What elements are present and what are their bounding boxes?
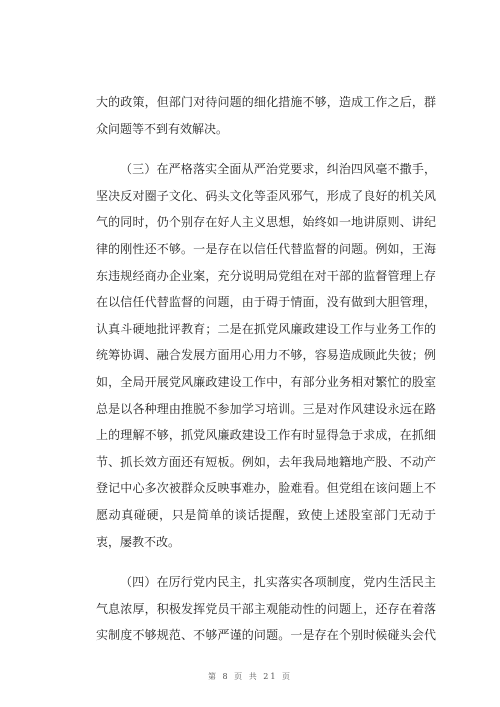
text-line: 登记中心多次被群众反映事难办，脸难看。但党组在该问题上不: [96, 481, 436, 496]
text-line: 众问题等不到有效解决。: [96, 121, 229, 136]
text-line: 东违规经商办企业案，充分说明局党组在对干部的监督管理上存: [96, 268, 436, 283]
text-line: 律的刚性还不够。一是存在以信任代替监督的问题。例如，王海: [96, 241, 436, 256]
text-line: 上的理解不够，抓党风廉政建设工作有时显得急于求成，在抓细: [96, 428, 436, 443]
text-line: （三）在严格落实全面从严治党要求，纠治四风毫不撒手，: [120, 162, 436, 177]
text-line: 总是以各种理由推脱不参加学习培训。三是对作风建设永远在路: [96, 401, 436, 416]
text-line: 节、抓长效方面还有短板。例如，去年我局地籍地产股、不动产: [96, 454, 436, 469]
text-line: 统筹协调、融合发展方面用心用力不够，容易造成顾此失彼；例: [96, 348, 436, 363]
text-line: 气的同时，仍个别存在好人主义思想，始终如一地讲原则、讲纪: [96, 215, 436, 230]
page-number-footer: 第 8 页 共 21 页: [208, 672, 292, 681]
text-line: 衷，屡教不改。: [96, 534, 181, 549]
text-line: 大的政策，但部门对待问题的细化措施不够，造成工作之后，群: [96, 95, 436, 109]
text-line: 愿动真碰硬，只是简单的谈话提醒，致使上述股室部门无动于: [96, 507, 436, 522]
text-line: （四）在厉行党内民主，扎实落实各项制度，党内生活民主: [120, 575, 436, 590]
text-line: 坚决反对圈子文化、码头文化等歪风邪气，形成了良好的机关风: [96, 188, 436, 203]
body-text: [96, 89, 436, 649]
text-line: 在以信任代替监督的问题，由于碍于情面，没有做到大胆管理，: [96, 295, 436, 310]
paragraph-gap: [96, 142, 436, 156]
text-line: 认真斗硬地批评教育；二是在抓党风廉政建设工作与业务工作的: [96, 321, 436, 336]
paragraph-gap: [96, 555, 436, 569]
text-line: 实制度不够规范、不够严谨的问题。一是存在个别时候碰头会代: [96, 628, 436, 643]
text-line: 气息浓厚，积极发挥党员干部主观能动性的问题上，还存在着落: [96, 601, 436, 616]
text-line: 如，全局开展党风廉政建设工作中，有部分业务相对繁忙的股室: [96, 374, 436, 389]
